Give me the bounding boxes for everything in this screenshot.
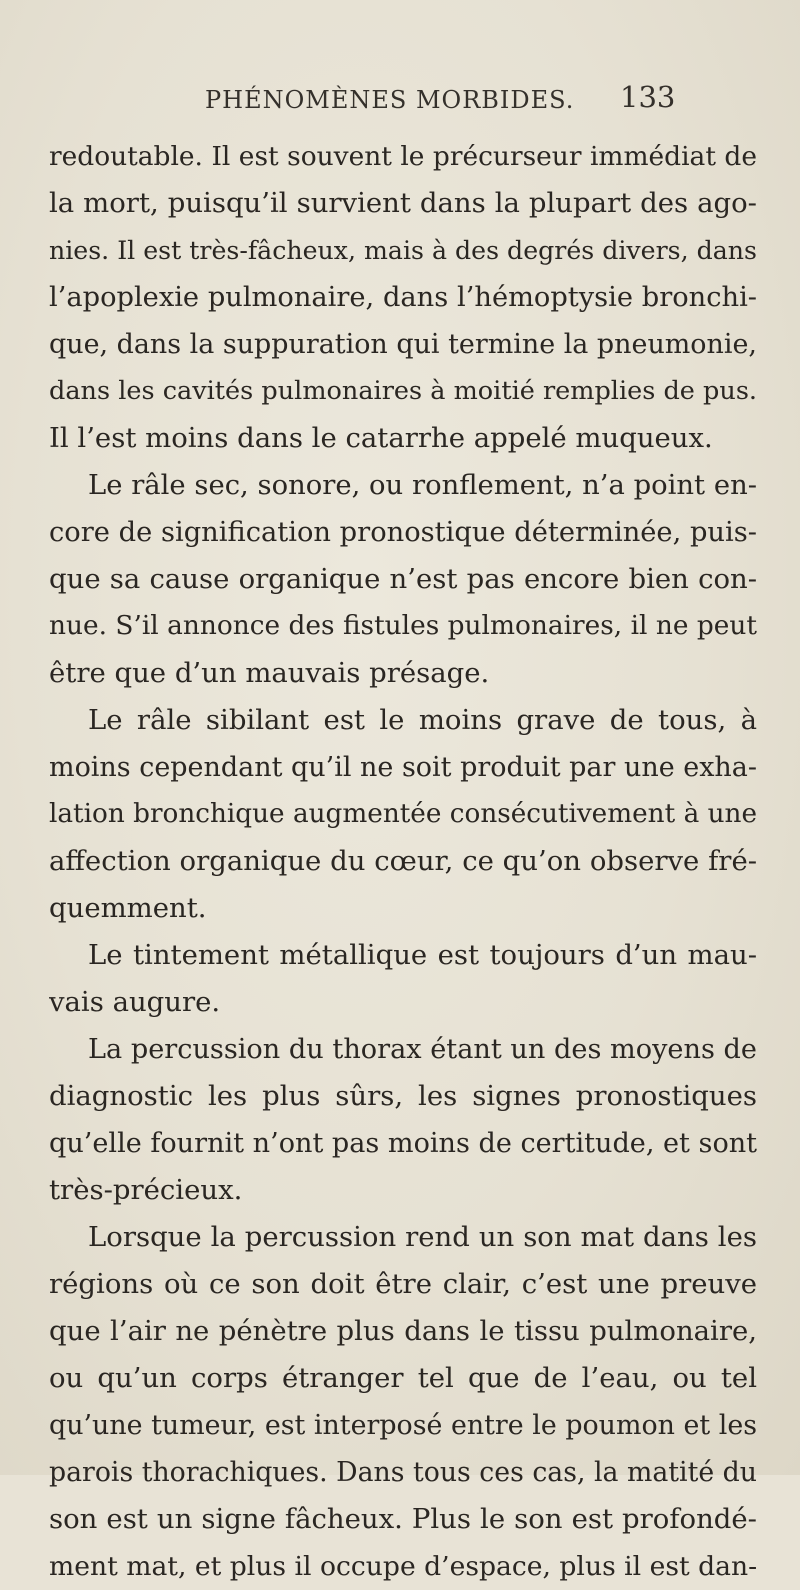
text-line: Le râle sec, sonore, ou ronflement, n’a point en- xyxy=(88,470,757,501)
text-line: la mort, puisqu’il survient dans la plupart des ago- xyxy=(49,187,757,219)
text-line: La percussion du thorax étant un des moyens de xyxy=(88,1034,757,1065)
text-line: core de signification pronostique déterminée, puis- xyxy=(49,517,757,548)
text-line: lation bronchique augmentée consécutivement à une xyxy=(49,799,757,829)
text-line: Il l’est moins dans le catarrhe appelé muqueux. xyxy=(49,422,713,454)
text-line: moins cependant qu’il ne soit produit par une exha- xyxy=(49,752,757,783)
text-line: l’apoplexie pulmonaire, dans l’hémoptysie bronchi- xyxy=(49,282,757,313)
page-number: 133 xyxy=(620,80,676,114)
text-line: régions où ce son doit être clair, c’est une preuve xyxy=(49,1268,757,1300)
text-line: qu’elle fournit n’ont pas moins de certitude, et sont xyxy=(49,1128,757,1159)
text-line: parois thorachiques. Dans tous ces cas, la matité du xyxy=(49,1457,757,1488)
text-line: quemment. xyxy=(49,892,207,924)
text-line: diagnostic les plus sûrs, les signes pronostiques xyxy=(49,1080,757,1112)
text-line: très-précieux. xyxy=(49,1174,243,1206)
text-line: ou qu’un corps étranger tel que de l’eau, ou tel xyxy=(49,1362,757,1394)
text-line: que l’air ne pénètre plus dans le tissu pulmonaire, xyxy=(49,1315,757,1347)
running-header: PHÉNOMÈNES MORBIDES. xyxy=(205,86,575,114)
text-line: Le tintement métallique est toujours d’un mau- xyxy=(88,939,757,971)
text-line: son est un signe fâcheux. Plus le son est profondé- xyxy=(49,1503,757,1535)
text-line: redoutable. Il est souvent le précurseur immédiat de xyxy=(49,141,757,172)
body-text xyxy=(49,133,757,1590)
text-line: Lorsque la percussion rend un son mat dans les xyxy=(88,1221,757,1253)
text-line: que sa cause organique n’est pas encore bien con- xyxy=(49,563,757,595)
text-line: Le râle sibilant est le moins grave de tous, à xyxy=(88,704,757,736)
text-line: que, dans la suppuration qui termine la pneumonie, xyxy=(49,329,757,360)
text-line: vais augure. xyxy=(49,986,221,1018)
text-line: ment mat, et plus il occupe d’espace, plus il est dan- xyxy=(49,1551,757,1582)
text-line: nies. Il est très-fâcheux, mais à des degrés divers, dans xyxy=(49,236,757,265)
text-line: dans les cavités pulmonaires à moitié remplies de pus. xyxy=(49,376,757,406)
text-line: affection organique du cœur, ce qu’on observe fré- xyxy=(49,845,757,877)
text-line: qu’une tumeur, est interposé entre le poumon et les xyxy=(49,1410,757,1441)
text-line: être que d’un mauvais présage. xyxy=(49,657,490,689)
text-line: nue. S’il annonce des fistules pulmonaires, il ne peut xyxy=(49,611,757,641)
